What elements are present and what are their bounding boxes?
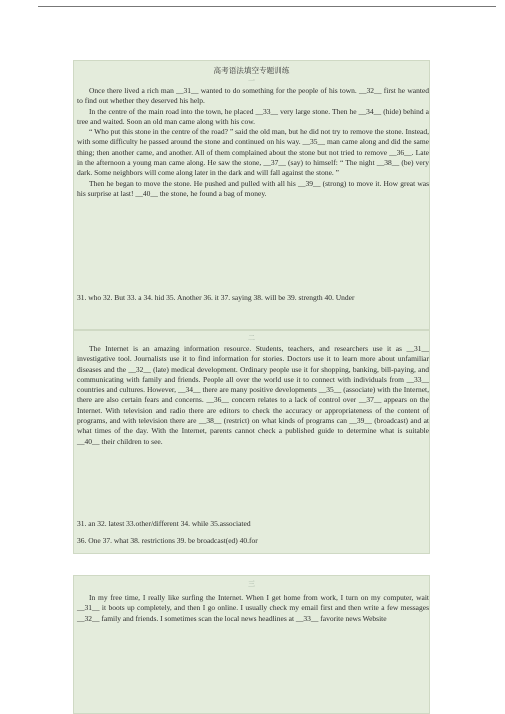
passage-1-paragraph: “ Who put this stone in the centre of the road? ” said the old man, but he did not try to remove the stone. Instead, with some difficulty he passed around the stone and continued on his way. __35__ man came along and did the same thing; then another came, and another. All of them complained about the stone but not tried to remove __36__. Late in the afternoon a young man came along. He saw the stone, __37__ (say) to himself: “ The night __38__ (be) very dark. Some neighbors will come along later in the dark and will fall against the stone. ” xyxy=(77,127,429,178)
page-top-rule xyxy=(38,6,496,7)
passage-3-paragraph: In my free time, I really like surfing the Internet. When I get home from work, I turn on my computer, wait __31__ it boots up completely, and then I go online. I usually check my email first and then write a few messages __32__ family and friends. I sometimes scan the local news headlines at __33__ favorite news Website xyxy=(77,593,429,623)
passage-1-paragraph: Once there lived a rich man __31__ wanted to do something for the people of his town. __32__ first he wanted to find out whether they deserved his help. xyxy=(77,86,429,106)
exercise-title: 高考语法填空专题训练 xyxy=(213,66,290,75)
passage-2 xyxy=(77,344,429,447)
section-number-2: 二 xyxy=(248,334,255,342)
exercise-panel-3 xyxy=(73,575,430,714)
answer-key-2-line-1: 31. an 32. latest 33.other/different 34. while 35.associated xyxy=(77,519,251,528)
passage-1-paragraph: Then he began to move the stone. He pushed and pulled with all his __39__ (strong) to move it. How great was his surprise at last! __40__ the stone, he found a bag of money. xyxy=(77,178,429,198)
answer-key-2-line-2: 36. One 37. what 38. restrictions 39. be broadcast(ed) 40.for xyxy=(77,536,258,545)
passage-1 xyxy=(77,86,429,199)
passage-2-paragraph: The Internet is an amazing information resource. Students, teachers, and researchers use it as __31__ investigative tool. Journalists use it to find information for stories. Doctors use it to learn more about unfamiliar diseases and the __32__ (late) medical development. Ordinary people use it for shopping, banking, bill-paying, and communicating with family and friends. People all over the world use it to connect with individuals from __33__ countries and cultures. However, __34__ there are many positive developments __35__ (associate) with the Internet, there are also certain fears and concerns. __36__ concern relates to a lack of control over __37__ appears on the Internet. With television and radio there are editors to check the accuracy or appropriateness of the content of programs, and with television there are __38__ (restrict) on what kinds of programs can __39__ (broadcast) and at what times of the day. With the Internet, parents cannot check a published guide to determine what is suitable __40__ their children to see. xyxy=(77,344,429,446)
section-number-1: 一 xyxy=(248,77,255,85)
answer-key-1: 31. who 32. But 33. a 34. hid 35. Another 36. it 37. saying 38. will be 39. strength 40. Under xyxy=(77,293,355,302)
passage-3 xyxy=(77,593,429,624)
section-number-3: 三 xyxy=(248,580,255,588)
passage-1-paragraph: In the centre of the main road into the town, he placed __33__ very large stone. Then he __34__ (hide) behind a tree and waited. Soon an old man came along with his cow. xyxy=(77,106,429,126)
exercise-panel-2 xyxy=(73,330,430,554)
exercise-panel-1 xyxy=(73,60,430,330)
